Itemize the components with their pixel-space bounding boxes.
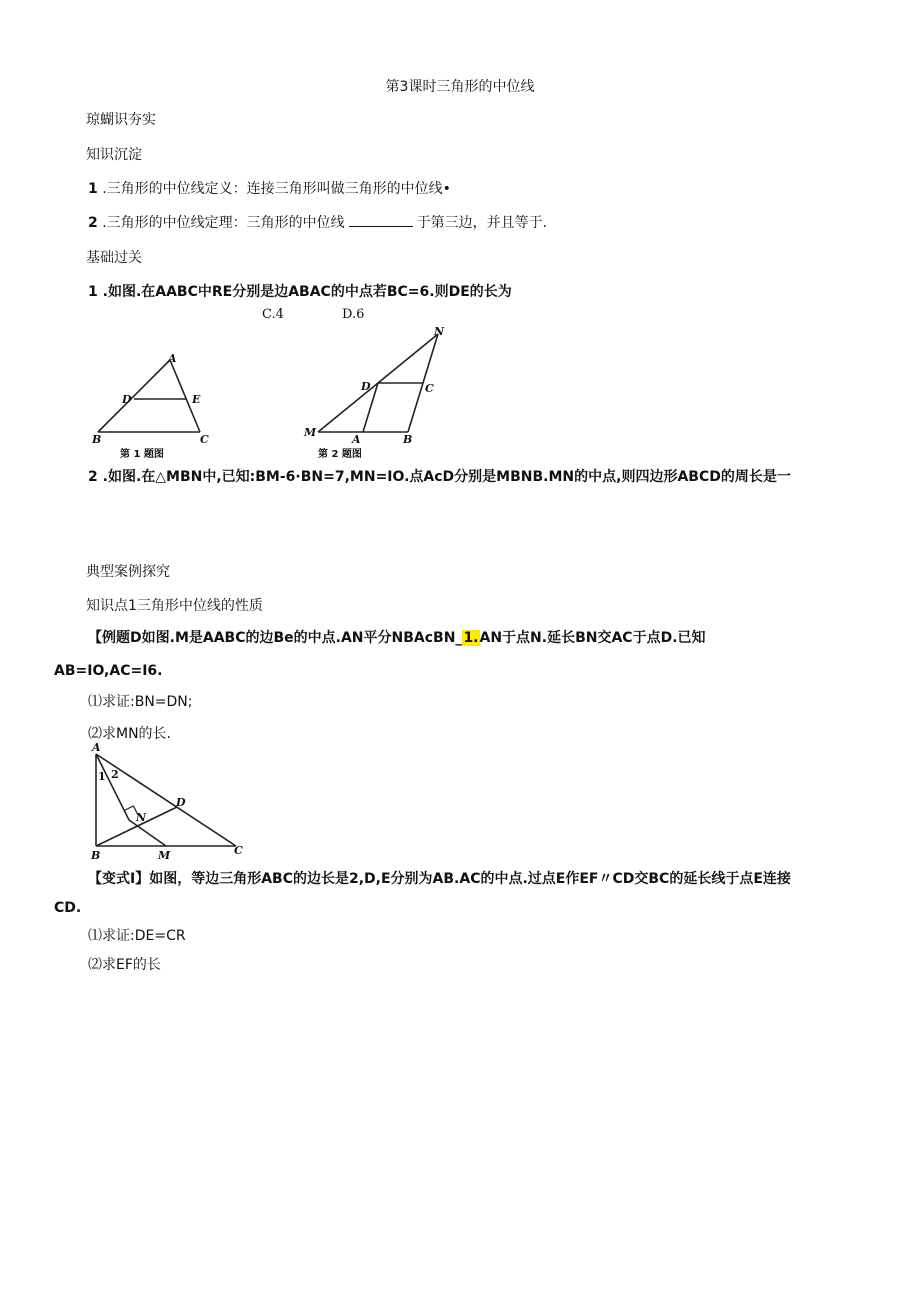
label-d: D (122, 393, 132, 406)
section-heading: 典型案例探究 (86, 564, 170, 580)
figure-3-triangle (86, 740, 251, 865)
example-subquestion-1: ⑴求证:BN=DN; (88, 694, 193, 710)
section-heading: 基础过关 (86, 250, 142, 266)
label-a: A (92, 741, 101, 754)
section-heading: 知识沉淀 (86, 147, 142, 163)
label-angle-1: 1 (98, 770, 106, 783)
label-c: C (425, 382, 434, 395)
question-text: .如图.在AABC中RE分别是边ABAC的中点若BC=6.则DE的长为 (102, 284, 512, 300)
option-c: C.4 (262, 307, 284, 322)
knowledge-point-heading: 知识点1三角形中位线的性质 (86, 598, 263, 614)
item-text: 于第三边，并且等于. (416, 215, 548, 231)
item-text: .三角形的中位线定理：三角形的中位线 (102, 215, 345, 231)
page-title: 第3课时三角形的中位线 (385, 79, 535, 95)
question-2 (88, 468, 791, 486)
label-b: B (403, 433, 413, 446)
label-n: N (136, 811, 147, 824)
variant-problem-cont: CD. (54, 900, 82, 916)
question-1 (88, 283, 512, 301)
example-problem (88, 629, 706, 647)
label-a: A (168, 352, 177, 365)
label-d: D (361, 380, 371, 393)
highlighted-text: 1. (463, 630, 479, 646)
example-text: 【例题D如图.M是AABC的边Be的中点.AN平分NBAcBN_ (88, 630, 463, 646)
figure-2-triangle (300, 322, 450, 462)
label-m: M (304, 426, 317, 439)
knowledge-item-2 (88, 214, 547, 232)
knowledge-item-1 (88, 180, 451, 198)
segment-ab (98, 360, 170, 432)
label-n: N (434, 325, 445, 338)
figure-caption: 第 2 题图 (318, 449, 362, 460)
label-b: B (92, 433, 102, 446)
segment-nm (129, 820, 166, 846)
item-number: 2 (88, 215, 98, 231)
label-angle-2: 2 (111, 768, 119, 781)
figure-caption: 第 1 题图 (120, 449, 164, 460)
example-subquestion-2: ⑵求MN的长. (88, 726, 172, 742)
example-text: AN于点N.延长BN交AC于点D.已知 (479, 630, 706, 646)
label-m: M (158, 849, 171, 862)
question-text: .如图.在△MBN中,已知:BM-6·BN=7,MN=IO.点AcD分别是MBNB.MN的中点,则四边形ABCD的周长是一 (102, 469, 791, 485)
variant-subquestion-2: ⑵求EF的长 (88, 957, 161, 973)
label-b: B (91, 849, 101, 862)
label-c: C (234, 844, 243, 857)
figure-1-triangle (88, 350, 223, 462)
option-d: D.6 (342, 307, 365, 322)
section-heading: 琼蝴识夯实 (86, 112, 156, 128)
question-number: 1 (88, 284, 98, 300)
fill-blank (349, 214, 413, 227)
item-text: .三角形的中位线定义：连接三角形叫做三角形的中位线• (102, 181, 451, 197)
label-c: C (200, 433, 209, 446)
item-number: 1 (88, 181, 98, 197)
variant-subquestion-1: ⑴求证:DE=CR (88, 928, 186, 944)
label-a: A (352, 433, 361, 446)
example-given: AB=IO,AC=I6. (54, 663, 163, 679)
variant-problem: 【变式I】如图，等边三角形ABC的边长是2,D,E分别为AB.AC的中点.过点E作EF〃CD交BC的延长线于点E连接 (88, 871, 791, 887)
label-e: E (192, 393, 201, 406)
label-d: D (176, 796, 186, 809)
question-number: 2 (88, 469, 98, 485)
